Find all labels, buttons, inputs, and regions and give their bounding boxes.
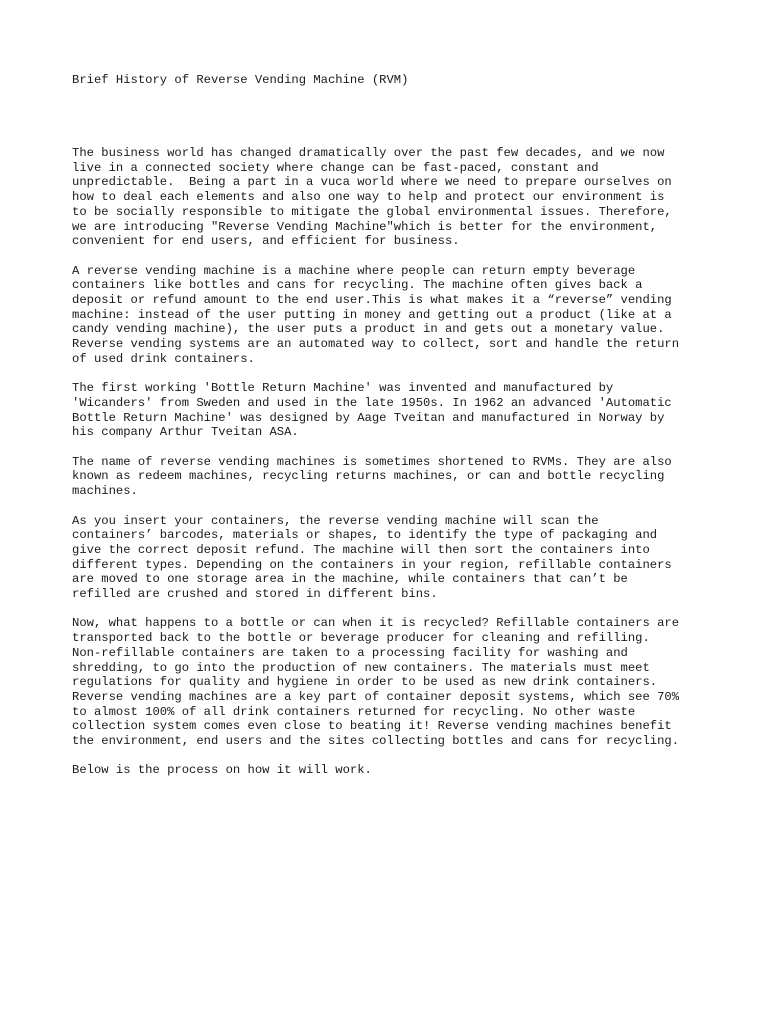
paragraph-operation: As you insert your containers, the reverse vending machine will scan the containers’ barcodes, materials or shapes, to identify the type of packaging and give the correct deposit refund. The machine will then sort the containers into different types. Depending on the containers in your region, refillable containers are moved to one storage area in the machine, while containers that can’t be refilled are crushed and stored in different bins. — [72, 513, 672, 602]
document-title: Brief History of Reverse Vending Machine (RVM) — [72, 73, 409, 87]
paragraph-naming: The name of reverse vending machines is sometimes shortened to RVMs. They are also known as redeem machines, recycling returns machines, or can and bottle recycling machines. — [72, 454, 672, 499]
paragraph-recycling: Now, what happens to a bottle or can when it is recycled? Refillable containers are transported back to the bottle or beverage producer for cleaning and refilling. Non-refillable containers are taken to a processing facility for washing and shredding, to go into the production of new containers. The materials must meet regulations for quality and hygiene in order to be used as new drink containers. Reverse vending machines are a key part of container deposit systems, which see 70% to almost 100% of all drink containers returned for recycling. No other waste collection system comes even close to beating it! Reverse vending machines benefit the environment, end users and the sites collecting bottles and cans for recycling. — [72, 616, 680, 749]
paragraph-definition: A reverse vending machine is a machine where people can return empty beverage containers like bottles and cans for recycling. The machine often gives back a deposit or refund amount to the end user.This is what makes it a “reverse” vending machine: instead of the user putting in money and getting out a product (like at a candy vending machine), the user puts a product in and gets out a monetary value. Reverse vending systems are an automated way to collect, sort and handle the return of used drink containers. — [72, 263, 680, 366]
paragraph-process-intro: Below is the process on how it will work. — [72, 763, 372, 778]
document-body — [72, 146, 712, 793]
paragraph-introduction: The business world has changed dramatically over the past few decades, and we now live in a connected society where change can be fast-paced, constant and unpredictable. Being a part in a vuca world where we need to prepare ourselves on how to deal each elements and also one way to help and protect our environment is to be socially responsible to mitigate the global environmental issues. Therefore, we are introducing "Reverse Vending Machine"which is better for the environment, convenient for end users, and efficient for business. — [72, 146, 672, 249]
paragraph-history: The first working 'Bottle Return Machine' was invented and manufactured by 'Wicanders' from Sweden and used in the late 1950s. In 1962 an advanced 'Automatic Bottle Return Machine' was designed by Aage Tveitan and manufactured in Norway by his company Arthur Tveitan ASA. — [72, 381, 672, 440]
